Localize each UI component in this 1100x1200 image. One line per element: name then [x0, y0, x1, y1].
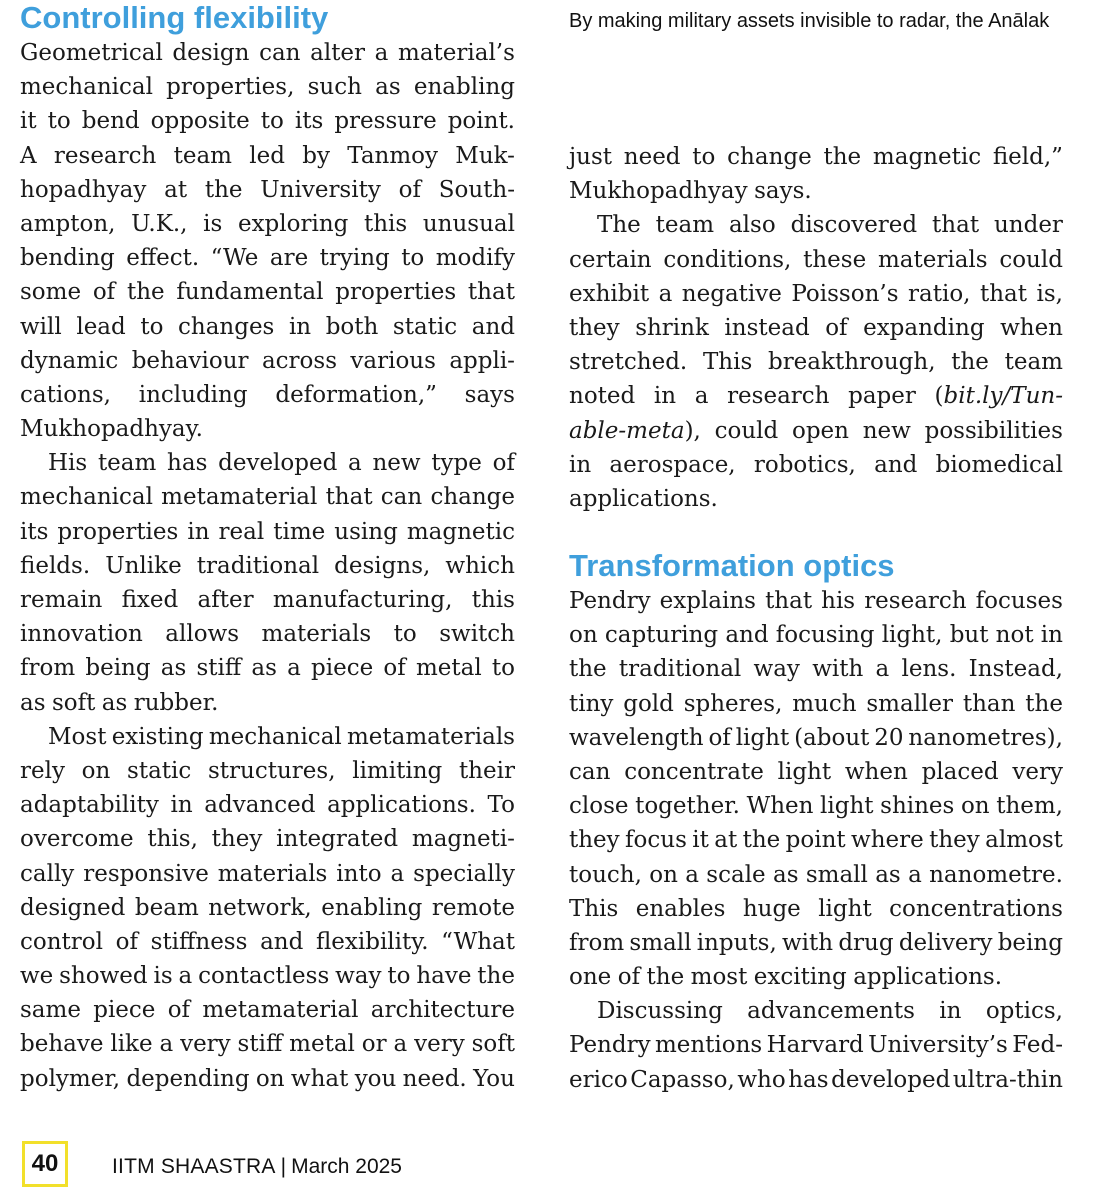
left-column-line: fields. Unlike traditional designs, which: [20, 552, 515, 579]
right-column-top-line: applications.: [569, 485, 718, 512]
right-column-bottom-line: from small inputs, with drug delivery being: [569, 929, 1063, 956]
right-column-bottom-line: erico Capasso, who has developed ultra-thin: [569, 1066, 1063, 1093]
left-column: [20, 36, 515, 1096]
right-column-bottom-line: This enables huge light concentrations: [569, 895, 1063, 922]
right-column-bottom-line: Pendry mentions Harvard University’s Fed-: [569, 1032, 1063, 1059]
right-column-bottom-line: Discussing advancements in optics,: [597, 998, 1063, 1025]
footer-separator: |: [280, 1155, 287, 1178]
right-column-top-line: The team also discovered that under: [597, 212, 1063, 239]
footer-credit: [112, 1154, 402, 1180]
right-column-top-line: just need to change the magnetic field,”: [569, 144, 1063, 170]
right-column-top-line: stretched. This breakthrough, the team: [569, 349, 1063, 376]
right-column-bottom-line: Pendry explains that his research focuses: [569, 588, 1063, 614]
right-column-bottom-line: on capturing and focusing light, but not in: [569, 622, 1063, 649]
right-column-bottom-line: one of the most exciting applications.: [569, 964, 1003, 991]
left-column-line: same piece of metamaterial architecture: [20, 997, 515, 1024]
section-heading-controlling-flexibility: Controlling flexibility: [20, 0, 329, 35]
right-column-top-line: certain conditions, these materials could: [569, 246, 1063, 273]
left-column-line: Mukhopadhyay.: [20, 416, 203, 443]
left-column-line: adaptability in advanced applications. To: [20, 792, 515, 819]
left-column-line: dynamic behaviour across various appli-: [20, 347, 515, 374]
right-column-bottom-line: can concentrate light when placed very: [569, 758, 1063, 785]
left-column-line: from being as stiff as a piece of metal to: [20, 655, 515, 682]
left-column-line: remain fixed after manufacturing, this: [20, 587, 515, 613]
left-column-line: some of the fundamental properties that: [20, 279, 515, 306]
right-column-top-line: Mukhopadhyay says.: [569, 178, 812, 205]
page-number: 40: [22, 1141, 68, 1187]
section-heading-transformation-optics: Transformation optics: [569, 548, 895, 583]
right-column-bottom-line: wavelength of light (about 20 nanometres),: [569, 724, 1063, 751]
left-column-line: overcome this, they integrated magneti-: [20, 826, 515, 853]
left-column-line: rely on static structures, limiting their: [20, 757, 515, 784]
left-column-line: mechanical metamaterial that can change: [20, 484, 515, 511]
left-column-line: its properties in real time using magnetic: [20, 518, 515, 545]
right-column-bottom: [569, 584, 1063, 1097]
right-column-top: [569, 140, 1063, 516]
left-column-line: innovation allows materials to switch: [20, 621, 515, 648]
left-column-line: cally responsive materials into a specially: [20, 860, 515, 887]
left-column-line: A research team led by Tanmoy Muk-: [20, 142, 515, 169]
left-column-line: ampton, U.K., is exploring this unusual: [20, 210, 515, 237]
left-column-line: it to bend opposite to its pressure point.: [20, 108, 515, 135]
right-column-bottom-line: touch, on a scale as small as a nanometre.: [569, 861, 1063, 888]
running-head: By making military assets invisible to radar, the Anālak: [569, 10, 1050, 32]
left-column-line: bending effect. “We are trying to modify: [20, 245, 515, 272]
right-column-top-line: noted in a research paper (bit.ly/Tun-: [569, 383, 1063, 410]
right-column-bottom-line: they focus it at the point where they almost: [569, 827, 1063, 854]
right-column-top-line: they shrink instead of expanding when: [569, 314, 1063, 341]
right-column-bottom-line: the traditional way with a lens. Instead,: [569, 656, 1063, 683]
right-column-top-line: in aerospace, robotics, and biomedical: [569, 451, 1063, 478]
left-column-line: will lead to changes in both static and: [20, 313, 515, 340]
left-column-line: Most existing mechanical metamaterials: [48, 723, 515, 750]
left-column-line: Geometrical design can alter a material’s: [20, 40, 515, 66]
issue-date: March 2025: [291, 1155, 402, 1178]
left-column-line: behave like a very stiff metal or a very soft: [20, 1031, 515, 1058]
left-column-line: polymer, depending on what you need. You: [20, 1065, 515, 1092]
left-column-line: we showed is a contactless way to have the: [20, 963, 515, 990]
right-column-top-line: exhibit a negative Poisson’s ratio, that is,: [569, 280, 1063, 307]
left-column-line: mechanical properties, such as enabling: [20, 74, 515, 101]
right-column-bottom-line: tiny gold spheres, much smaller than the: [569, 690, 1063, 717]
left-column-line: as soft as rubber.: [20, 689, 219, 716]
right-column-bottom-line: close together. When light shines on them,: [569, 793, 1063, 820]
magazine-name: IITM SHAASTRA: [112, 1155, 276, 1178]
left-column-line: cations, including deformation,” says: [20, 381, 515, 408]
right-column-top-line: able-meta), could open new possibilities: [569, 417, 1063, 444]
left-column-line: designed beam network, enabling remote: [20, 894, 515, 921]
left-column-line: His team has developed a new type of: [48, 450, 515, 477]
left-column-line: hopadhyay at the University of South-: [20, 176, 515, 203]
left-column-line: control of stiffness and flexibility. “What: [20, 928, 515, 955]
